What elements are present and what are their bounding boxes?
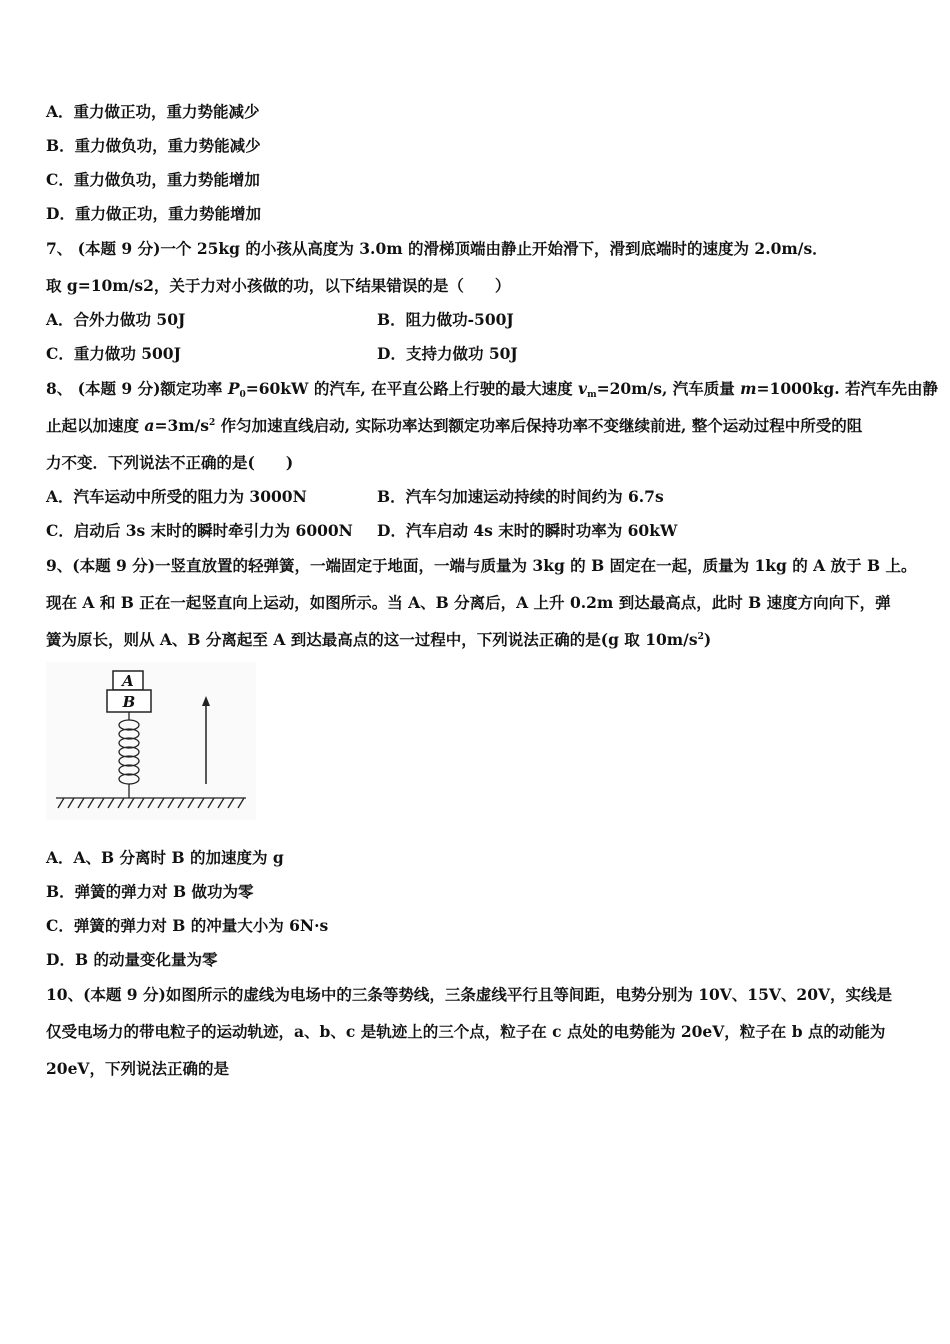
q9-option-a: A．A、B 分离时 B 的加速度为 g — [46, 848, 284, 867]
q6-option-c: C．重力做负功，重力势能增加 — [46, 170, 260, 189]
q7-stem-line1: 7、 (本题 9 分)一个 25kg 的小孩从高度为 3.0m 的滑梯顶端由静止开始滑下，滑到底端时的速度为 2.0m/s． — [46, 239, 828, 258]
q10-stem-line1: 10、(本题 9 分)如图所示的虚线为电场中的三条等势线，三条虚线平行且等间距，电势分别为 10V、15V、20V，实线是 — [46, 985, 893, 1004]
q8-stem-line3: 力不变．下列说法不正确的是( ) — [46, 453, 294, 472]
q8-stem-line2: 止起以加速度 $a=3m/s^2$ 作匀加速直线启动, 实际功率达到额定功率后保持功率不变继续前进, 整个运动过程中所受的阻 — [46, 416, 863, 435]
q6-option-d: D．重力做正功，重力势能增加 — [46, 204, 261, 223]
q9-stem-line2: 现在 A 和 B 正在一起竖直向上运动，如图所示。当 A、B 分离后，A 上升 0.2m 到达最高点，此时 B 速度方向向下，弹 — [46, 593, 891, 612]
q7-option-a: A．合外力做功 50J — [46, 310, 186, 329]
q10-stem-line2: 仅受电场力的带电粒子的运动轨迹，a、b、c 是轨迹上的三个点，粒子在 c 点处的电势能为 20eV，粒子在 b 点的动能为 — [46, 1022, 886, 1041]
block-b-label: B — [122, 693, 136, 711]
q6-option-a: A．重力做正功，重力势能减少 — [46, 102, 260, 121]
q7-stem-line2: 取 g=10m/s2，关于力对小孩做的功，以下结果错误的是（ ） — [46, 276, 511, 295]
q8-option-b: B．汽车匀加速运动持续的时间约为 6.7s — [377, 487, 664, 506]
q6-option-b: B．重力做负功，重力势能减少 — [46, 136, 261, 155]
q9-option-d: D．B 的动量变化量为零 — [46, 950, 218, 969]
q9-option-b: B．弹簧的弹力对 B 做功为零 — [46, 882, 254, 901]
q8-stem-line1: 8、 (本题 9 分)额定功率 $P_0=60kW$ 的汽车, 在平直公路上行驶的最大速度 $v_m=20m/s$, 汽车质量 m=1000kg. 若汽车先由静 — [46, 379, 939, 400]
q8-option-a: A．汽车运动中所受的阻力为 3000N — [46, 487, 307, 506]
q8-option-c: C．启动后 3s 末时的瞬时牵引力为 6000N — [46, 521, 353, 540]
q7-option-d: D．支持力做功 50J — [377, 344, 518, 363]
q7-option-c: C．重力做功 500J — [46, 344, 181, 363]
q9-option-c: C．弹簧的弹力对 B 的冲量大小为 6N·s — [46, 916, 329, 935]
q7-option-b: B．阻力做功-500J — [377, 310, 514, 329]
q10-stem-line3: 20eV，下列说法正确的是 — [46, 1059, 229, 1078]
q8-option-d: D．汽车启动 4s 末时的瞬时功率为 60kW — [377, 521, 678, 540]
q9-stem-line3: 簧为原长，则从 A、B 分离起至 A 到达最高点的这一过程中，下列说法正确的是(g 取 $10m/s^2$) — [46, 630, 712, 649]
block-a-label: A — [122, 672, 134, 690]
spring-diagram — [46, 662, 256, 820]
q9-stem-line1: 9、(本题 9 分)一竖直放置的轻弹簧，一端固定于地面，一端与质量为 3kg 的 B 固定在一起，质量为 1kg 的 A 放于 B 上。 — [46, 556, 917, 575]
